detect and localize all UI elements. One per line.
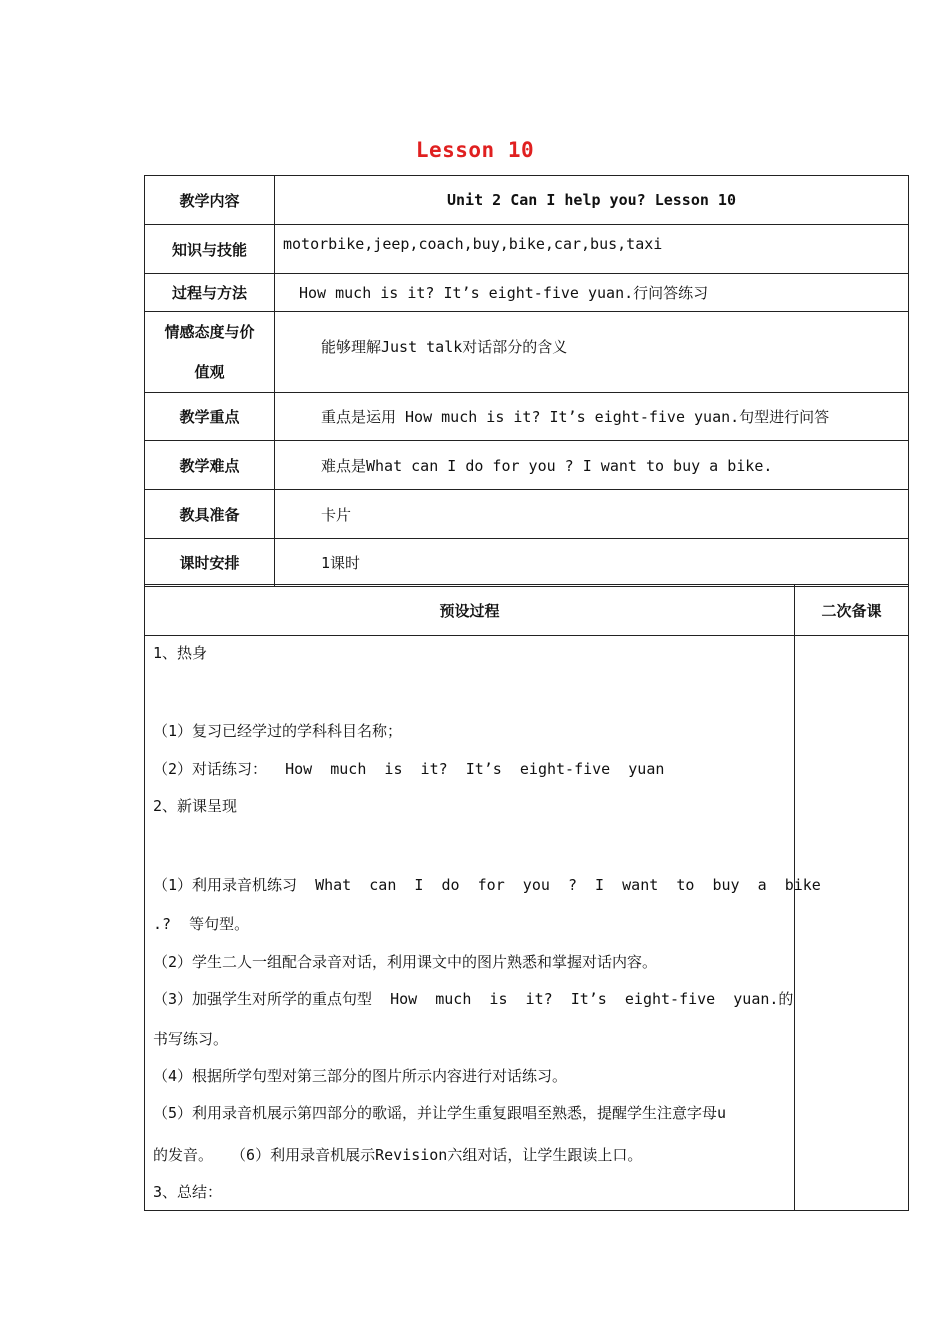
process-line: （1）复习已经学过的学科科目名称；	[153, 722, 403, 740]
process-header-row	[145, 585, 909, 636]
process-line: 3、总结：	[153, 1183, 223, 1201]
info-label: 教学难点	[145, 441, 275, 490]
second-prep-cell	[795, 636, 909, 1211]
process-table	[144, 584, 909, 1211]
info-label	[145, 312, 275, 393]
info-row	[145, 225, 909, 274]
info-row	[145, 441, 909, 490]
info-value: 1课时	[275, 539, 909, 587]
info-label: 教学重点	[145, 393, 275, 441]
page-title: Lesson 10	[415, 138, 535, 162]
info-row	[145, 393, 909, 441]
info-value: 难点是What can I do for you ? I want to buy a bike.	[275, 441, 909, 490]
info-value: How much is it? It’s eight-five yuan.行问答练习	[275, 274, 909, 312]
process-line: .? 等句型。	[153, 915, 250, 933]
info-label: 教具准备	[145, 490, 275, 539]
info-label-line: 情感态度与价	[164, 323, 255, 341]
info-label: 教学内容	[145, 176, 275, 225]
info-row	[145, 274, 909, 312]
lesson-info-table	[144, 175, 909, 587]
info-value: 能够理解Just talk对话部分的含义	[275, 312, 909, 393]
info-row	[145, 312, 909, 393]
info-label: 知识与技能	[145, 225, 275, 274]
info-row	[145, 490, 909, 539]
process-line: 书写练习。	[153, 1030, 229, 1048]
process-line: （2）对话练习： How much is it? It’s eight-five yuan	[153, 760, 665, 778]
second-prep-header: 二次备课	[795, 585, 909, 636]
info-label: 过程与方法	[145, 274, 275, 312]
process-content	[145, 636, 821, 1211]
process-line: 2、新课呈现	[153, 797, 238, 815]
info-value: 卡片	[275, 490, 909, 539]
process-line: （2）学生二人一组配合录音对话，利用课文中的图片熟悉和掌握对话内容。	[153, 953, 658, 971]
process-header: 预设过程	[145, 585, 795, 636]
process-line: 1、热身	[153, 644, 208, 662]
process-line: （5）利用录音机展示第四部分的歌谣，并让学生重复跟唱至熟悉，提醒学生注意字母u	[153, 1104, 727, 1122]
process-line: （3）加强学生对所学的重点句型 How much is it? It’s eight-five yuan.的	[153, 990, 794, 1008]
process-body-row	[145, 636, 909, 1211]
info-value: motorbike,jeep,coach,buy,bike,car,bus,taxi	[275, 225, 909, 274]
process-line: 的发音。 （6）利用录音机展示Revision六组对话，让学生跟读上口。	[153, 1146, 643, 1164]
info-value: 重点是运用 How much is it? It’s eight-five yuan.句型进行问答	[275, 393, 909, 441]
info-label-line: 值观	[194, 363, 225, 381]
process-line: （1）利用录音机练习 What can I do for you ? I want to buy a bike	[153, 876, 821, 894]
info-label: 课时安排	[145, 539, 275, 587]
info-row	[145, 539, 909, 587]
info-row	[145, 176, 909, 225]
info-value: Unit 2 Can I help you? Lesson 10	[275, 176, 909, 225]
process-line: （4）根据所学句型对第三部分的图片所示内容进行对话练习。	[153, 1067, 568, 1085]
